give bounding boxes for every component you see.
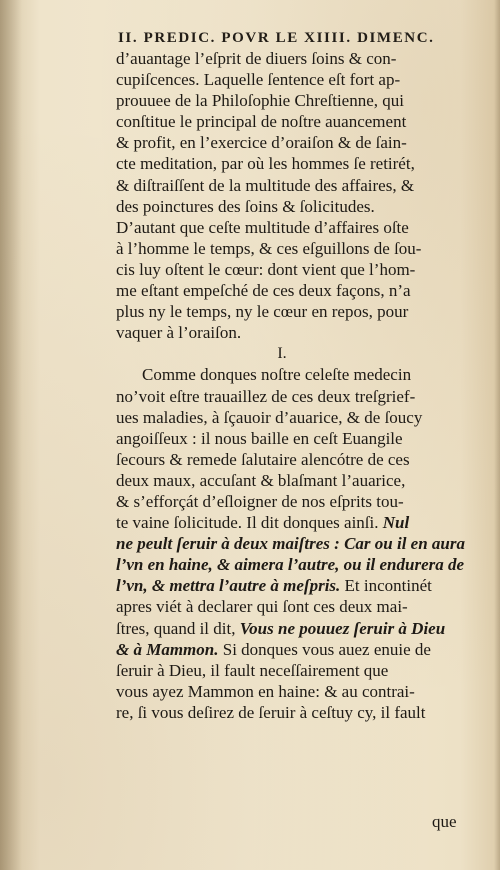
text-line <box>116 259 488 280</box>
text-line <box>116 491 488 512</box>
text-line <box>116 196 488 217</box>
line-text: cis luy oſtent le cœur: dont vient que l’hom- <box>116 259 416 279</box>
line-text: ues maladies, à ſçauoir d’auarice, & de ſoucy <box>116 407 423 427</box>
line-text: re, ſi vous deſirez de ſeruir à ceſtuy cy, il fault <box>116 702 426 722</box>
italic-quote: l’vn en haine, & aimera l’autre, ou il endurera de <box>116 555 465 575</box>
line-text: d’auantage l’eſprit de diuers ſoins & con- <box>116 49 397 68</box>
line-text: me eſtant empeſché de ces deux façons, n’a <box>116 281 411 301</box>
line-text: te vaine ſolicitude. Il dit donques ainſi. <box>116 513 383 533</box>
italic-quote: & à Mammon. <box>116 639 219 659</box>
text-line <box>116 618 488 639</box>
line-text: apres viét à declarer qui ſont ces deux mai- <box>116 597 408 617</box>
italic-quote: Nul <box>382 513 410 533</box>
text-line <box>116 660 488 681</box>
line-text: vaquer à l’oraiſon. <box>116 323 242 343</box>
text-line <box>116 364 488 385</box>
line-text: angoiſſeux : il nous baille en ceſt Euangile <box>116 428 403 448</box>
line-text: à l’homme le temps, & ces eſguillons de ſou- <box>116 238 422 258</box>
text-line <box>116 132 488 153</box>
catchword: que <box>432 812 457 831</box>
line-text: cupiſcences. Laquelle ſentence eſt fort ap- <box>116 70 401 90</box>
text-line <box>116 322 488 343</box>
text-line <box>116 48 488 69</box>
gutter-shadow <box>0 0 22 870</box>
text-line <box>116 596 488 617</box>
line-text: D’autant que ceſte multitude d’affaires oſte <box>116 217 409 237</box>
running-head: II. PREDIC. POVR LE XIIII. DIMENC. <box>118 30 435 46</box>
line-text: Comme donques noſtre celeſte medecin <box>142 365 412 385</box>
text-line <box>116 470 488 491</box>
line-text: cte meditation, par où les hommes ſe retirét, <box>116 154 415 174</box>
text-line <box>116 449 488 470</box>
line-text: ſeruir à Dieu, il fault neceſſairement que <box>116 660 389 680</box>
line-text: deux maux, accuſant & blaſmant l’auarice, <box>116 470 406 490</box>
line-text: vous ayez Mammon en haine: & au contrai- <box>116 681 415 701</box>
text-line <box>116 386 488 407</box>
text-line <box>116 111 488 132</box>
italic-quote: Vous ne pouuez ſeruir à Dieu <box>239 618 446 638</box>
page-edge <box>494 0 500 870</box>
text-line <box>116 512 488 533</box>
line-text: Si donques vous auez enuie de <box>218 639 431 659</box>
italic-quote: ne peult ſeruir à deux maiſtres : Car ou il en aura <box>116 534 466 554</box>
text-line <box>116 428 488 449</box>
line-text: & s’efforçát d’eſloigner de nos eſprits tou- <box>116 491 404 511</box>
text-line <box>116 280 488 301</box>
text-line <box>116 217 488 238</box>
text-line <box>116 554 488 575</box>
line-text: des poinctures des ſoins & ſolicitudes. <box>116 196 375 216</box>
line-text: plus ny le temps, ny le cœur en repos, pour <box>116 302 409 322</box>
text-line <box>116 301 488 322</box>
text-line <box>116 90 488 111</box>
text-line <box>116 681 488 702</box>
text-line <box>116 153 488 174</box>
line-text: ſecours & remede ſalutaire alencótre de ces <box>116 449 410 469</box>
line-text: & profit, en l’exercice d’oraiſon & de ſain- <box>116 133 407 153</box>
text-line <box>116 175 488 196</box>
text-line <box>116 533 488 554</box>
line-text: conſtitue le principal de noſtre auancement <box>116 112 407 132</box>
text-line <box>116 575 488 596</box>
italic-quote: l’vn, & mettra l’autre à meſpris. <box>116 576 341 596</box>
text-line <box>116 702 488 723</box>
section-number: I. <box>277 345 287 363</box>
body-text <box>116 48 488 723</box>
line-text: no’voit eſtre trauaillez de ces deux treſgrief- <box>116 386 416 406</box>
line-text: Et incontinét <box>340 576 432 596</box>
line-text: prouuee de la Philoſophie Chreſtienne, qui <box>116 91 404 111</box>
text-line <box>116 238 488 259</box>
line-text: ſtres, quand il dit, <box>116 618 240 638</box>
text-line <box>116 639 488 660</box>
line-text: & diſtraiſſent de la multitude des affaires, & <box>116 175 415 195</box>
text-line <box>116 407 488 428</box>
text-line <box>116 69 488 90</box>
